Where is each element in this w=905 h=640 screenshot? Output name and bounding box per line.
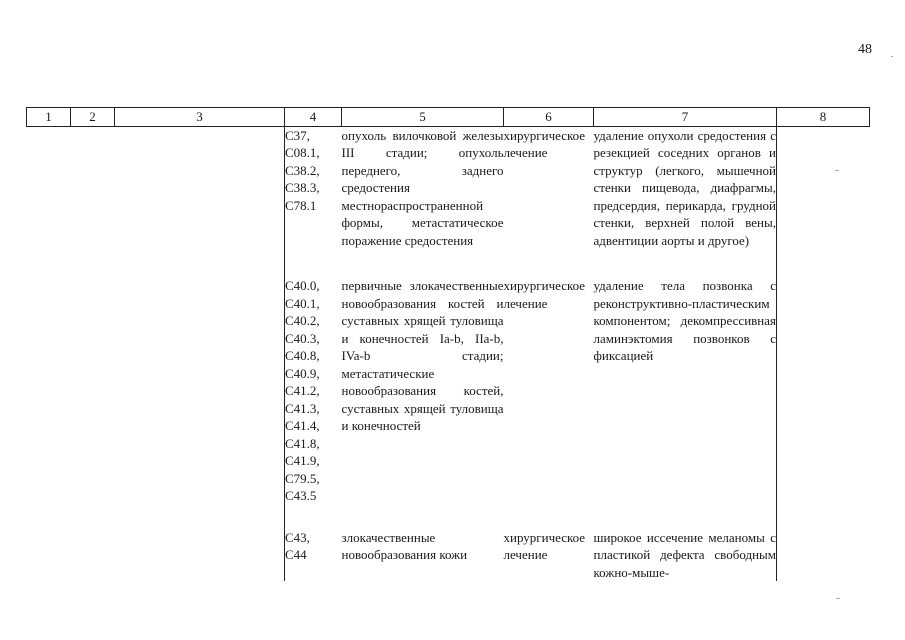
code: C38.2,: [285, 162, 320, 178]
diagnosis-description: злокачественные новообразования кожи: [341, 529, 468, 562]
code: C43.5: [285, 488, 317, 503]
treatment-method: удаление опухоли средостения с резекцией соседних органов и структур (легкого, мышечной стенки пищевода, диафрагмы, предсердия, перикарда, грудной стенки, верхней полой вены, адвентиции аорты и другое): [593, 127, 776, 248]
code: C08.1,: [285, 145, 320, 160]
diagnosis-codes: [285, 126, 342, 249]
table-row: [27, 277, 870, 505]
procedures-table: [26, 107, 870, 581]
code: C37,: [285, 127, 310, 143]
code: C40.2,: [285, 313, 320, 328]
code: C40.9,: [285, 365, 320, 381]
scan-speck: [891, 56, 893, 57]
code: C40.8,: [285, 348, 320, 363]
column-header-8: 8: [777, 108, 870, 127]
code: C41.9,: [285, 453, 320, 468]
scan-speck: [835, 170, 839, 171]
treatment-method: удаление тела позвонка с реконструктивно-пластическим компонентом; декомпрессивная ламинэктомия позвонков с фиксацией: [593, 278, 776, 363]
treatment-type: хирургическое лечение: [503, 529, 586, 562]
column-header-3: 3: [115, 108, 285, 127]
column-header-6: 6: [504, 108, 594, 127]
table-row: [27, 126, 870, 249]
diagnosis-codes: [285, 529, 342, 582]
code: C40.3,: [285, 330, 320, 346]
code: C38.3,: [285, 180, 320, 195]
column-header-2: 2: [71, 108, 115, 127]
table-row: [27, 529, 870, 582]
code: C79.5,: [285, 470, 320, 486]
column-header-7: 7: [594, 108, 777, 127]
diagnosis-codes: [285, 277, 342, 505]
code: C40.1,: [285, 295, 320, 311]
code: C44: [285, 547, 307, 562]
diagnosis-description: первичные злокачественные новообразования костей и суставных хрящей туловища и конечностей Ia-b, IIa-b, IVa-b стадии; метастатические новообразования костей, суставных хрящей туловища и конечностей: [341, 278, 504, 433]
code: C41.2,: [285, 383, 320, 398]
diagnosis-description: опухоль вилочковой железы III стадии; опухоль переднего, заднего средостения местнораспространенной формы, метастатическое поражение средостения: [341, 127, 504, 248]
code: C78.1: [285, 197, 317, 213]
treatment-method: широкое иссечение меланомы с пластикой дефекта свободным кожно-мыше-: [593, 529, 776, 580]
code: C43,: [285, 529, 310, 545]
code: C41.4,: [285, 418, 320, 433]
column-number-row: [27, 108, 870, 127]
treatment-type: хирургическое лечение: [503, 127, 586, 160]
scan-speck: [836, 598, 840, 599]
code: C41.8,: [285, 435, 320, 451]
column-header-1: 1: [27, 108, 71, 127]
page-number: 48: [858, 42, 872, 57]
column-header-5: 5: [342, 108, 504, 127]
treatment-type: хирургическое лечение: [503, 278, 586, 311]
code: C40.0,: [285, 278, 320, 293]
code: C41.3,: [285, 400, 320, 416]
column-header-4: 4: [285, 108, 342, 127]
